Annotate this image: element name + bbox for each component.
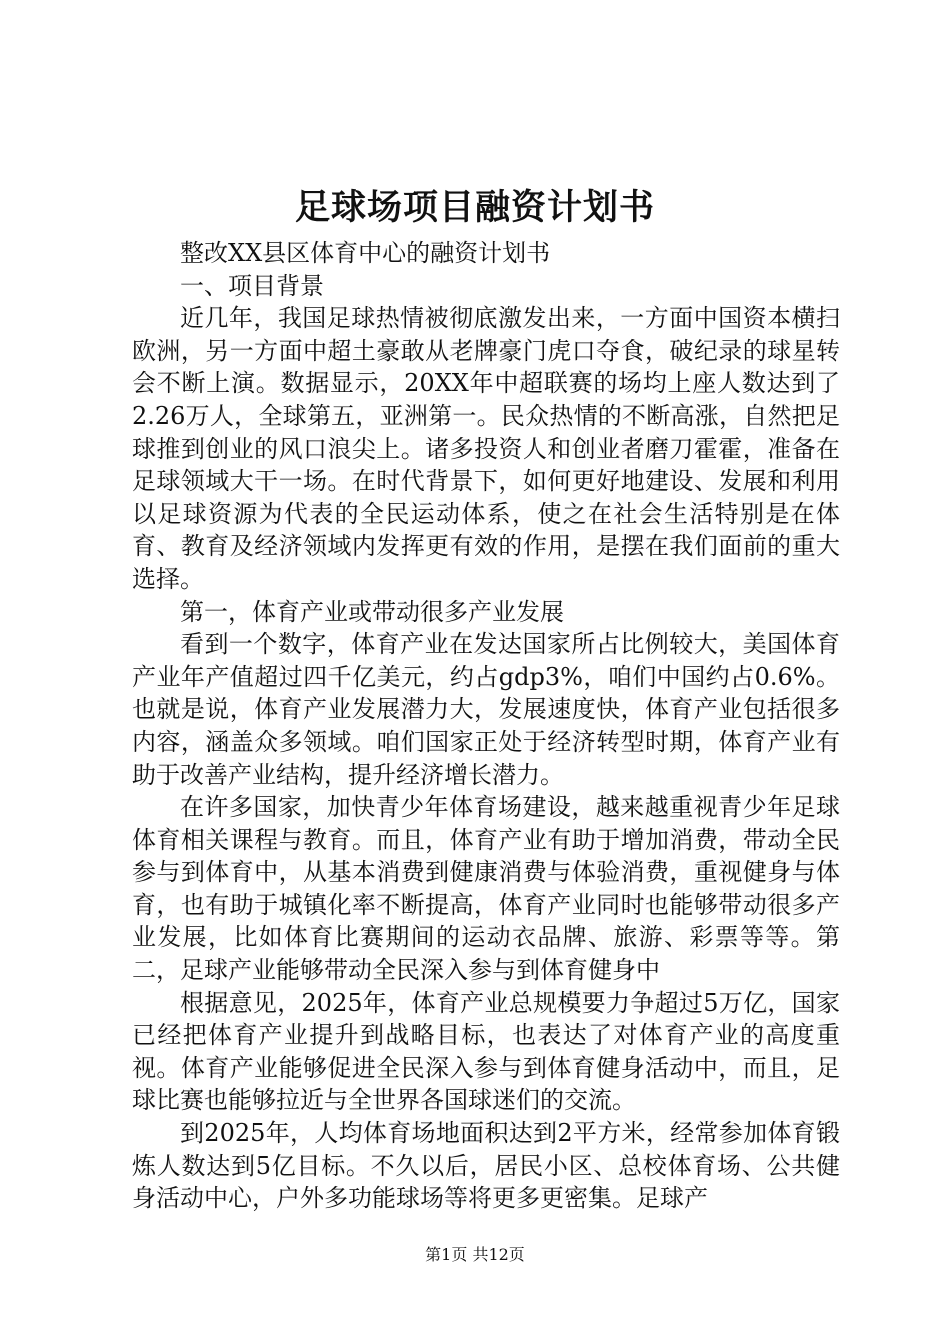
body-paragraph: 到2025年，人均体育场地面积达到2平方米，经常参加体育锻炼人数达到5亿目标。不久以后，居民小区、总校体育场、公共健身活动中心，户外多功能球场等将更多更密集。足球产: [132, 1119, 840, 1213]
body-paragraph: 近几年，我国足球热情被彻底激发出来，一方面中国资本横扫欧洲，另一方面中超土豪敢从老牌豪门虎口夺食，破纪录的球星转会不断上演。数据显示，20XX年中超联赛的场均上座人数达到了2.26万人，全球第五，亚洲第一。民众热情的不断高涨，自然把足球推到创业的风口浪尖上。诸多投资人和创业者磨刀霍霍，准备在足球领域大干一场。在时代背景下，如何更好地建设、发展和利用以足球资源为代表的全民运动体系，使之在社会生活特别是在体育、教育及经济领域内发挥更有效的作用，是摆在我们面前的重大选择。: [132, 304, 840, 593]
subtitle-paragraph: 整改XX县区体育中心的融资计划书: [180, 239, 551, 267]
body-paragraph: 看到一个数字，体育产业在发达国家所占比例较大，美国体育产业年产值超过四千亿美元，约占gdp3%，咱们中国约占0.6%。也就是说，体育产业发展潜力大，发展速度快，体育产业包括很多内容，涵盖众多领域。咱们国家正处于经济转型时期，体育产业有助于改善产业结构，提升经济增长潜力。: [132, 630, 840, 789]
section-heading: 一、项目背景: [180, 271, 324, 300]
document-title: 足球场项目融资计划书: [294, 187, 655, 228]
document-body: [132, 237, 840, 1215]
page-footer: 第1页 共12页: [425, 1245, 525, 1264]
body-paragraph: 在许多国家，加快青少年体育场建设，越来越重视青少年足球体育相关课程与教育。而且，体育产业有助于增加消费，带动全民参与到体育中，从基本消费到健康消费与体验消费，重视健身与体育，也有助于城镇化率不断提高，体育产业同时也能够带动很多产业发展，比如体育比赛期间的运动衣品牌、旅游、彩票等等。第二，足球产业能够带动全民深入参与到体育健身中: [132, 793, 840, 985]
body-paragraph: 根据意见，2025年，体育产业总规模要力争超过5万亿，国家已经把体育产业提升到战略目标，也表达了对体育产业的高度重视。体育产业能够促进全民深入参与到体育健身活动中，而且，足球比赛也能够拉近与全世界各国球迷们的交流。: [132, 988, 840, 1115]
subsection-heading: 第一，体育产业或带动很多产业发展: [180, 597, 564, 626]
